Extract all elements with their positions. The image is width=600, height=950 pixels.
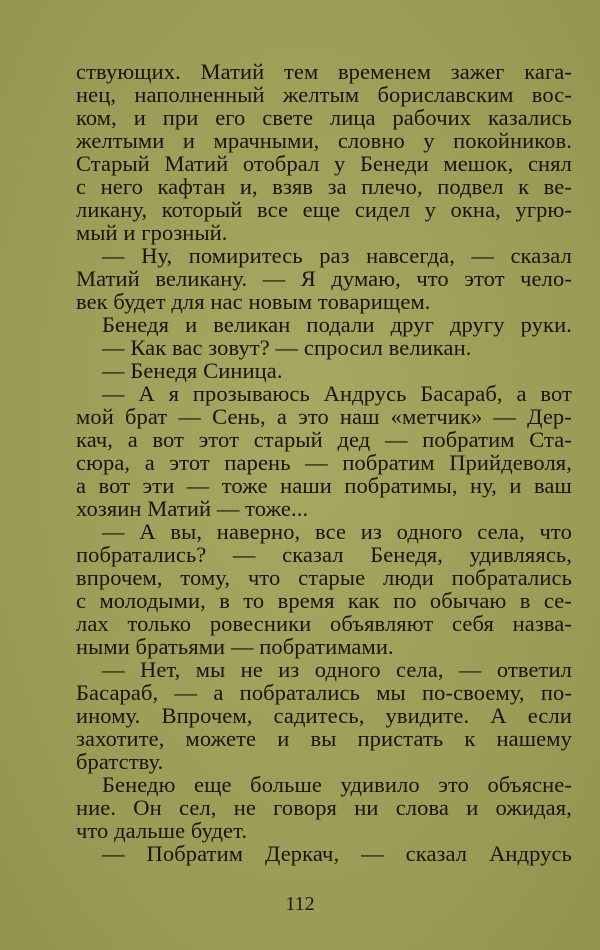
word: мешок, [443, 151, 514, 176]
word: как [347, 588, 380, 613]
word: лах [76, 611, 109, 636]
word: Деркач, [265, 841, 340, 866]
word: это [298, 404, 329, 429]
word: сказал [510, 243, 572, 268]
word: бориславским [377, 82, 514, 107]
word: сказал [282, 542, 344, 567]
page-text [76, 60, 572, 865]
word: ком, [76, 105, 117, 130]
word: ваш [533, 473, 572, 498]
text-line [76, 313, 572, 336]
text-line [76, 336, 572, 359]
word: сидел [354, 197, 411, 222]
text-line [76, 290, 572, 313]
word: сюра, [76, 450, 131, 475]
word: и [509, 473, 522, 498]
word: можете [185, 726, 257, 751]
word: а [276, 404, 287, 429]
word: одного [396, 519, 463, 544]
word: — [102, 657, 125, 682]
word: Матий [200, 59, 265, 84]
word: се- [543, 588, 572, 613]
word: а [76, 473, 87, 498]
word: наш [339, 404, 380, 429]
word: — [458, 657, 482, 682]
text-line [76, 60, 572, 83]
word: с [76, 174, 87, 199]
word: — [493, 404, 517, 429]
word: если [527, 703, 572, 728]
word: угрю- [515, 197, 572, 222]
word: побратим [342, 450, 435, 475]
word: окна, [450, 197, 501, 222]
word: эти [142, 473, 175, 498]
word: чело- [520, 266, 572, 291]
word: впрочем, [76, 565, 163, 590]
text-line [76, 129, 572, 152]
word: увидите. [385, 703, 470, 728]
word: Матий [164, 151, 229, 176]
word: этот [198, 427, 240, 452]
word: — [178, 404, 201, 429]
word: у [334, 151, 346, 176]
word: все [315, 519, 347, 544]
line-text: век будет для нас новым товарищем. [76, 289, 431, 314]
text-line [76, 566, 572, 589]
word: Впрочем, [161, 703, 253, 728]
word: захотите, [76, 726, 165, 751]
word: Бенедя, [370, 542, 443, 567]
word: — [232, 542, 256, 567]
word: не [240, 657, 263, 682]
word: вы [310, 726, 337, 751]
text-line [76, 704, 572, 727]
word: говоря [273, 795, 337, 820]
word: люди [383, 565, 434, 590]
text-line [76, 520, 572, 543]
word: а [127, 427, 138, 452]
line-text: ными братьями — побратимами. [76, 634, 394, 659]
word: пристать [357, 726, 444, 751]
word: что [247, 565, 281, 590]
word: еще [194, 772, 232, 797]
word: — [102, 243, 125, 268]
word: иному. [76, 703, 141, 728]
word: лица [329, 105, 376, 130]
word: думаю, [331, 266, 401, 291]
word: подали [306, 312, 375, 337]
word: — [102, 381, 125, 406]
word: что [416, 266, 449, 291]
text-line [76, 198, 572, 221]
text-line [76, 750, 572, 773]
word: Сень, [212, 404, 266, 429]
word: вот [152, 427, 184, 452]
word: у [424, 197, 436, 222]
word: себя [452, 611, 494, 636]
word: кафтан [157, 174, 226, 199]
text-line [76, 773, 572, 796]
word: кага- [524, 59, 572, 84]
word: его [215, 105, 246, 130]
word: великан [213, 312, 291, 337]
line-text: — Как вас зовут? — спросил великан. [102, 335, 472, 360]
word: желтыми [76, 128, 165, 153]
word: этот [464, 266, 505, 291]
word: время [277, 588, 335, 613]
word: вос- [531, 82, 572, 107]
word: ликану, [76, 197, 148, 222]
word: кач, [76, 427, 114, 452]
text-line [76, 842, 572, 865]
word: вот [98, 473, 131, 498]
text-line [76, 543, 572, 566]
text-line [76, 405, 572, 428]
text-line [76, 221, 572, 244]
text-line [76, 635, 572, 658]
word: помиритесь [188, 243, 303, 268]
line-text: — Бенедя Синица. [102, 358, 283, 383]
word: тем [283, 59, 319, 84]
word: что [539, 519, 572, 544]
word: плечо, [361, 174, 423, 199]
page-number: 112 [285, 893, 315, 915]
word: который [161, 197, 243, 222]
word: молодыми, [99, 588, 206, 613]
word: Матий [76, 266, 140, 291]
text-line [76, 428, 572, 451]
text-line [76, 681, 572, 704]
text-line [76, 244, 572, 267]
word: Нет, [139, 657, 181, 682]
word: взяв [272, 174, 314, 199]
word: словно [337, 128, 405, 153]
text-line [76, 589, 572, 612]
word: еще [302, 197, 341, 222]
word: Андрусь [489, 841, 572, 866]
word: ни [354, 795, 379, 820]
word: навсегда, [366, 243, 455, 268]
word: с [76, 588, 87, 613]
word: желтым [282, 82, 360, 107]
word: к [464, 726, 476, 751]
word: побратались [451, 565, 572, 590]
word: слова [395, 795, 449, 820]
word: мы [195, 657, 226, 682]
word: него [100, 174, 143, 199]
word: наполненный [134, 82, 265, 107]
word: — [471, 243, 494, 268]
word: одного [314, 657, 381, 682]
word: Бенеди [360, 151, 429, 176]
word: руки. [520, 312, 572, 337]
word: зажег [450, 59, 505, 84]
word: ответил [496, 657, 572, 682]
word: великану. [155, 266, 248, 291]
word: села, [477, 519, 525, 544]
word: вы, [170, 519, 203, 544]
line-text: мый и грозный. [76, 220, 228, 245]
word: — [361, 841, 384, 866]
word: рабочих [392, 105, 472, 130]
word: мрачными, [213, 128, 320, 153]
word: — [305, 450, 328, 475]
word: садитесь, [273, 703, 365, 728]
word: нашему [496, 726, 572, 751]
word: ве- [543, 174, 572, 199]
word: а [144, 450, 155, 475]
word: и, [239, 174, 258, 199]
word: нец, [76, 82, 117, 107]
word: по-своему, [422, 680, 525, 705]
word: — [174, 680, 198, 705]
word: больше [250, 772, 322, 797]
word: побратались? [76, 542, 207, 567]
word: из [360, 519, 382, 544]
text-line [76, 612, 572, 635]
word: объявляют [330, 611, 434, 636]
word: в [519, 588, 531, 613]
word: свете [262, 105, 314, 130]
word: наши [280, 473, 332, 498]
word: назва- [512, 611, 572, 636]
word: все [257, 197, 289, 222]
text-line [76, 359, 572, 382]
word: и [466, 795, 479, 820]
word: это [438, 772, 469, 797]
text-line [76, 796, 572, 819]
word: ствующих. [76, 59, 181, 84]
word: Бенедю [102, 772, 176, 797]
word: мы [376, 680, 406, 705]
text-line [76, 727, 572, 750]
word: села, [395, 657, 444, 682]
word: удивляясь, [469, 542, 572, 567]
word: удивило [340, 772, 420, 797]
word: из [278, 657, 300, 682]
word: другу [449, 312, 505, 337]
word: Я [300, 266, 316, 291]
word: отобрал [242, 151, 320, 176]
word: обычаю [429, 588, 507, 613]
word: Дер- [527, 404, 572, 429]
word: к [518, 174, 530, 199]
word: тоже [221, 473, 268, 498]
word: по [393, 588, 417, 613]
word: «метчик» [390, 404, 483, 429]
word: и [185, 312, 198, 337]
word: — [262, 266, 286, 291]
word: — [186, 473, 210, 498]
word: тому, [180, 565, 231, 590]
word: и [133, 105, 146, 130]
word: покойников. [453, 128, 572, 153]
word: А [139, 519, 156, 544]
word: за [327, 174, 347, 199]
word: Ста- [529, 427, 572, 452]
word: Бенедя [102, 312, 170, 337]
word: а [516, 381, 527, 406]
word: раз [319, 243, 350, 268]
word: временем [337, 59, 432, 84]
word: побратим [422, 427, 515, 452]
word: казались [487, 105, 572, 130]
word: — [102, 841, 125, 866]
word: ожидая, [495, 795, 572, 820]
word: Басараб, [76, 680, 159, 705]
word: вот [540, 381, 572, 406]
word: старый [253, 427, 323, 452]
word: А [490, 703, 507, 728]
text-line [76, 382, 572, 405]
word: в [219, 588, 230, 613]
text-line [76, 175, 572, 198]
word: А [138, 381, 155, 406]
word: ние. [76, 795, 117, 820]
word: а [213, 680, 224, 705]
word: объясне- [487, 772, 572, 797]
word: — [102, 519, 125, 544]
text-line [76, 106, 572, 129]
word: у [423, 128, 435, 153]
text-line [76, 658, 572, 681]
text-line [76, 83, 572, 106]
word: ровесники [209, 611, 312, 636]
word: побратимы, [344, 473, 458, 498]
word: Басараб, [420, 381, 503, 406]
word: по- [540, 680, 572, 705]
word: прозываюсь [192, 381, 310, 406]
text-line [76, 819, 572, 842]
text-line [76, 497, 572, 520]
word: побратались [239, 680, 360, 705]
word: мой [76, 404, 114, 429]
word: и [277, 726, 290, 751]
text-line [76, 451, 572, 474]
word: этот [169, 450, 210, 475]
word: при [162, 105, 199, 130]
word: сказал [405, 841, 468, 866]
word: брат [124, 404, 168, 429]
text-line [76, 152, 572, 175]
word: Прийдеволя, [449, 450, 572, 475]
word: только [127, 611, 192, 636]
word: Старый [76, 151, 150, 176]
text-line [76, 267, 572, 290]
word: Ну, [141, 243, 173, 268]
line-text: братству. [76, 749, 164, 774]
word: — [385, 427, 408, 452]
word: снял [527, 151, 572, 176]
word: сел, [179, 795, 217, 820]
word: старые [298, 565, 366, 590]
text-line [76, 474, 572, 497]
word: друг [390, 312, 434, 337]
word: Андрусь [323, 381, 407, 406]
word: дед [337, 427, 371, 452]
word: наверно, [216, 519, 301, 544]
word: Побратим [146, 841, 244, 866]
word: подвел [437, 174, 504, 199]
line-text: что дальше будет. [76, 818, 248, 843]
word: не [233, 795, 256, 820]
word: парень [224, 450, 291, 475]
word: то [243, 588, 265, 613]
word: ну, [469, 473, 497, 498]
word: я [168, 381, 180, 406]
word: и [182, 128, 196, 153]
word: Он [133, 795, 162, 820]
line-text: хозяин Матий — тоже... [76, 496, 309, 521]
